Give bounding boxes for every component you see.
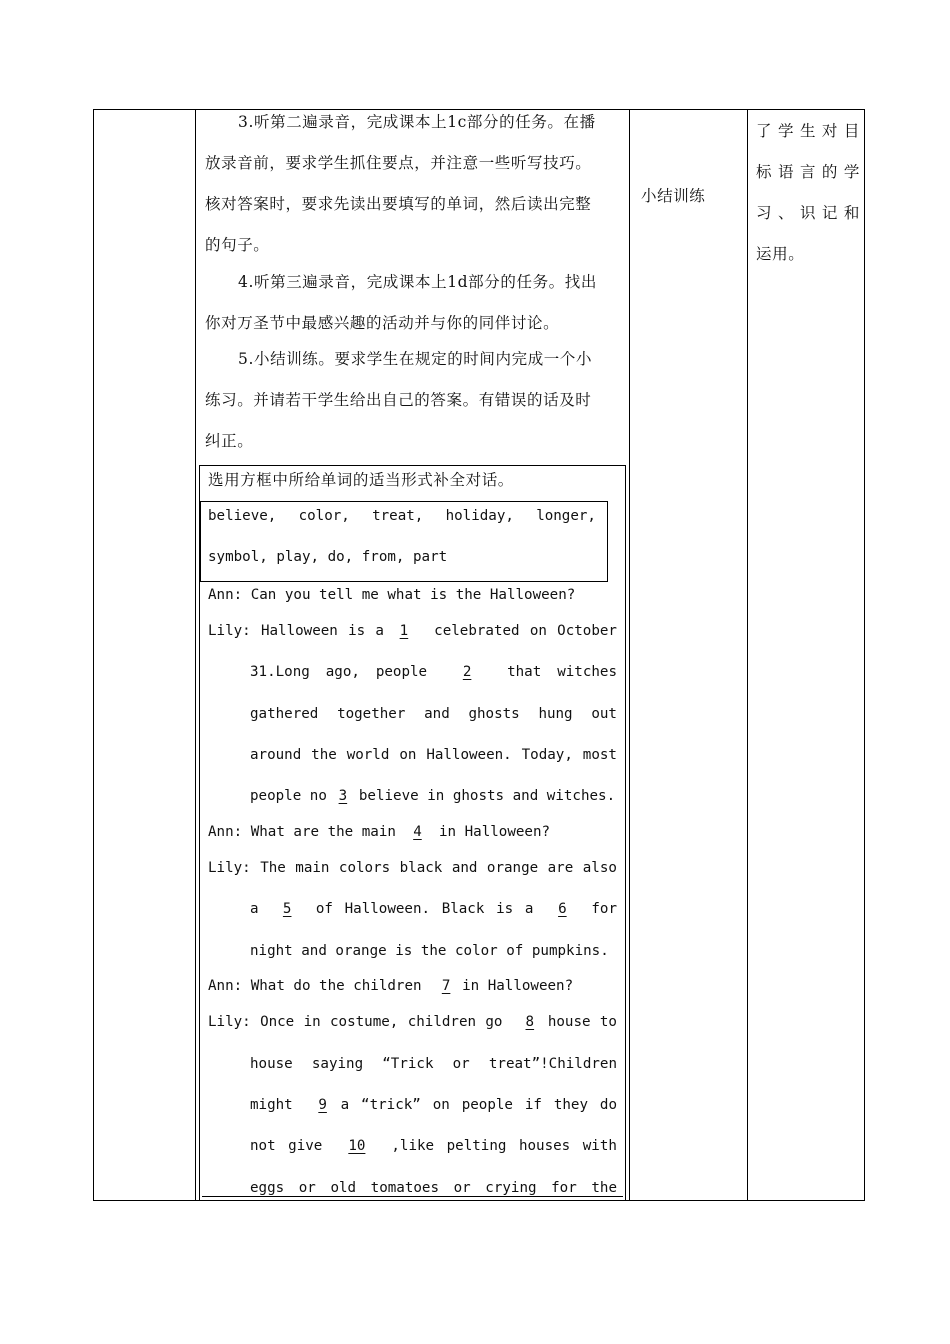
- step3-line-4: 的句子。: [205, 236, 270, 254]
- word-bank-item: treat,: [372, 508, 424, 524]
- dialogue-line-2: Lily: Halloween is a 1 celebrated on October: [208, 623, 617, 639]
- intent-line-3: 习、识记和: [756, 204, 860, 222]
- word-bank-row-2: symbol, play, do, from, part: [208, 549, 448, 565]
- step5-line-1: 5.小结训练。要求学生在规定的时间内完成一个小: [238, 350, 593, 368]
- dialogue-line-7: Ann: What are the main 4 in Halloween?: [208, 824, 551, 840]
- word-bank-item: holiday,: [445, 508, 514, 524]
- activity-label: 小结训练: [641, 187, 706, 205]
- step3-line-1: 3.听第二遍录音，完成课本上1c部分的任务。在播: [238, 113, 596, 131]
- step5-line-3: 纠正。: [205, 432, 254, 450]
- dialogue-line-5: around the world on Halloween. Today, most: [250, 747, 617, 763]
- intent-line-1: 了学生对目: [756, 122, 860, 140]
- step3-line-3: 核对答案时，要求先读出要填写的单词，然后读出完整: [205, 195, 592, 213]
- answer-blank-10[interactable]: 10: [348, 1138, 366, 1154]
- dialogue-line-13: house saying “Trick or treat”!Children: [250, 1056, 617, 1072]
- word-bank-row-1: [208, 508, 596, 524]
- intent-line-4: 运用。: [756, 245, 805, 263]
- dialogue-line-8: Lily: The main colors black and orange are also: [208, 860, 617, 876]
- dialogue-line-15: not give 10 ,like pelting houses with: [250, 1138, 617, 1154]
- dialogue-line-11: Ann: What do the children 7 in Halloween?: [208, 978, 574, 994]
- word-bank-item: longer,: [536, 508, 596, 524]
- dialogue-line-12: Lily: Once in costume, children go 8 house to: [208, 1014, 617, 1030]
- dialogue-line-14: might 9 a “trick” on people if they do: [250, 1097, 617, 1113]
- answer-blank-3[interactable]: 3: [338, 788, 348, 804]
- dialogue-line-4: gathered together and ghosts hung out: [250, 706, 617, 722]
- dialogue-line-6: people no 3 believe in ghosts and witches.: [250, 788, 616, 804]
- dialogue-line-9: a 5 of Halloween. Black is a 6 for: [250, 901, 617, 917]
- step4-line-2: 你对万圣节中最感兴趣的活动并与你的同伴讨论。: [205, 314, 560, 332]
- design-intent: [756, 111, 860, 275]
- answer-blank-1[interactable]: 1: [399, 623, 409, 639]
- exercise-instruction: 选用方框中所给单词的适当形式补全对话。: [208, 471, 514, 489]
- answer-blank-4[interactable]: 4: [413, 824, 422, 840]
- exercise-box-bottom-line: [202, 1196, 623, 1197]
- word-bank-item: believe,: [208, 508, 277, 524]
- answer-blank-8[interactable]: 8: [525, 1014, 535, 1030]
- step3-line-2: 放录音前，要求学生抓住要点，并注意一些听写技巧。: [205, 154, 592, 172]
- dialogue-line-3: 31.Long ago, people 2 that witches: [250, 664, 617, 680]
- intent-line-2: 标语言的学: [756, 163, 860, 181]
- column-divider: [629, 109, 630, 1201]
- column-divider: [747, 109, 748, 1201]
- word-bank-item: color,: [298, 508, 350, 524]
- dialogue-line-16: eggs or old tomatoes or crying for the: [250, 1180, 617, 1196]
- answer-blank-5[interactable]: 5: [282, 901, 292, 917]
- column-divider: [195, 109, 196, 1201]
- dialogue-line-1: Ann: Can you tell me what is the Halloween?: [208, 587, 576, 603]
- procedure-step-5: [205, 339, 623, 462]
- answer-blank-6[interactable]: 6: [558, 901, 567, 917]
- step5-line-2: 练习。并请若干学生给出自己的答案。有错误的话及时: [205, 391, 592, 409]
- procedure-step-3: [205, 102, 623, 266]
- answer-blank-9[interactable]: 9: [318, 1097, 327, 1113]
- answer-blank-7[interactable]: 7: [441, 978, 451, 994]
- answer-blank-2[interactable]: 2: [462, 664, 472, 680]
- procedure-step-4: [205, 262, 623, 344]
- dialogue-line-10: night and orange is the color of pumpkins.: [250, 943, 609, 959]
- step4-line-1: 4.听第三遍录音，完成课本上1d部分的任务。找出: [238, 273, 597, 291]
